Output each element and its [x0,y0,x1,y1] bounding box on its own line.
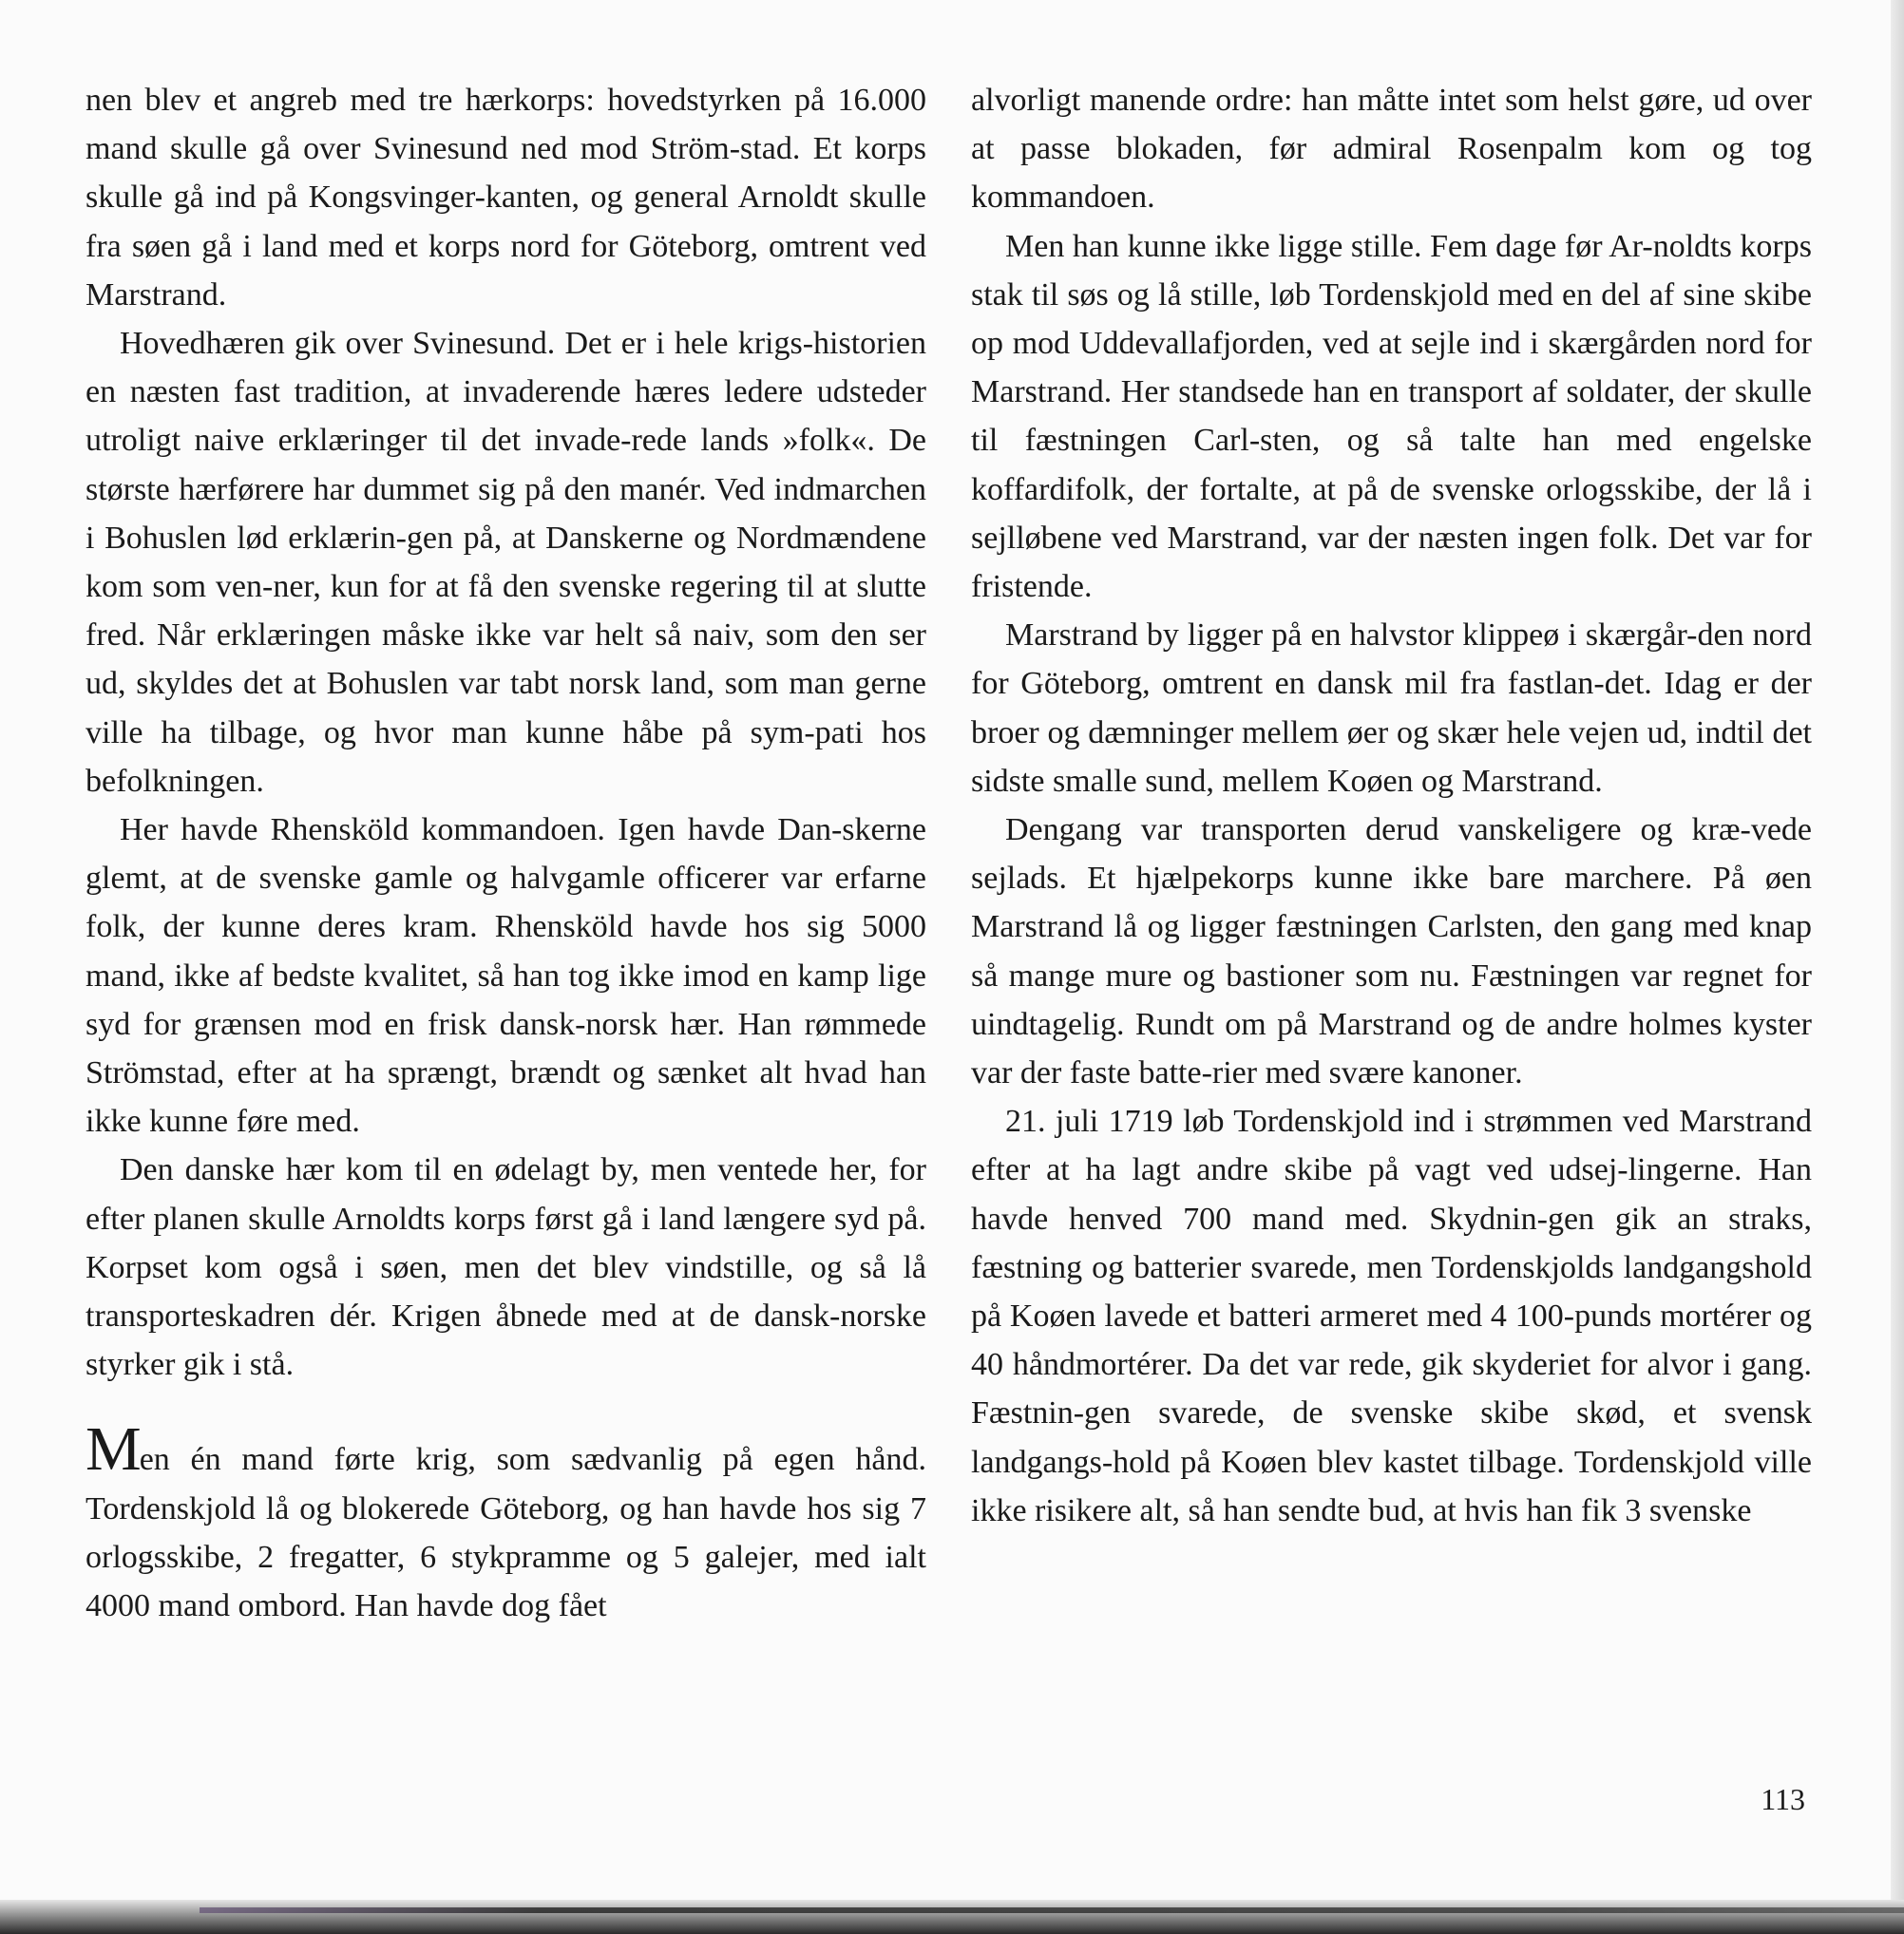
paragraph: Hovedhæren gik over Svinesund. Det er i hele krigs-historien en næsten fast tradition, at invaderende hæres ledere udsteder utroligt naive erklæringer til det invade-rede lands »folk«. De største hærførere har dummet sig på den manér. Ved indmarchen i Bohuslen lød erklærin-gen på, at Danskerne og Nordmændene kom som ven-ner, kun for at få den svenske regering til at slutte fred. Når erklæringen måske ikke var helt så naiv, som den ser ud, skyldes det at Bohuslen var tabt norsk land, som man gerne ville ha tilbage, og hvor man kunne håbe på sym-pati hos befolkningen. [86,326,926,799]
page-bottom-edge [0,1900,1904,1934]
page-number: 113 [1761,1782,1805,1816]
paragraph: 21. juli 1719 løb Tordenskjold ind i strømmen ved Marstrand efter at ha lagt andre skibe på vagt ved udsej-lingerne. Han havde henved 700 mand med. Skydnin-gen gik an straks, fæstning og batterier svarede, men Tordenskjolds landgangshold på Koøen lavede et batteri armeret med 4 100-punds mortérer og 40 håndmortérer. Da det var rede, gik skyderiet for alvor i gang. Fæstnin-gen svarede, de svenske skibe skød, et svensk landgangs-hold på Koøen blev kastet tilbage. Tordenskjold ville ikke risikere alt, så han sendte bud, at hvis han fik 3 svenske [971,1104,1812,1528]
page-edge [1891,0,1904,1934]
paragraph: alvorligt manende ordre: han måtte intet som helst gøre, ud over at passe blokaden, før admiral Rosenpalm kom og tog kommandoen. [971,83,1812,216]
drop-cap-letter: M [86,1414,140,1485]
right-text-column [971,76,1812,1535]
paragraph: Den danske hær kom til en ødelagt by, men ventede her, for efter planen skulle Arnoldts korps først gå i land længere syd på. Korpset kom også i søen, men det blev vindstille, og så lå transporteskadren dér. Krigen åbnede med at de dansk-norske styrker gik i stå. [86,1152,926,1383]
paragraph: Men han kunne ikke ligge stille. Fem dage før Ar-noldts korps stak til søs og lå stille, løb Tordenskjold med en del af sine skibe op mod Uddevallafjorden, ved at sejle ind i skærgården nord for Marstrand. Her standsede han en transport af soldater, der skulle til fæstningen Carl-sten, og så talte han med engelske koffardifolk, der fortalte, at på de svenske orlogsskibe, der lå i sejlløbene ved Marstrand, var der næsten ingen folk. Det var for fristende. [971,228,1812,605]
section-start-paragraph [86,1414,926,1630]
paragraph: nen blev et angreb med tre hærkorps: hovedstyrken på 16.000 mand skulle gå over Svinesund ned mod Ström-stad. Et korps skulle gå ind på Kongsvinger-kanten, og general Arnoldt skulle fra søen gå i land med et korps nord for Göteborg, omtrent ved Marstrand. [86,83,926,313]
page-stack-shadow [200,1907,1904,1913]
paragraph: Marstrand by ligger på en halvstor klippeø i skærgår-den nord for Göteborg, omtrent en dansk mil fra fastlan-det. Idag er der broer og dæmninger mellem øer og skær hele vejen ud, indtil det sidste smalle sund, mellem Koøen og Marstrand. [971,617,1812,799]
paragraph: Dengang var transporten derud vanskeligere og kræ-vede sejlads. Et hjælpekorps kunne ikke bare marchere. På øen Marstrand lå og ligger fæstningen Carlsten, den gang med knap så mange mure og bastioner som nu. Fæstningen var regnet for uindtagelig. Rundt om på Marstrand og de andre holmes kyster var der faste batte-rier med svære kanoner. [971,812,1812,1091]
left-text-column [86,76,926,1630]
paragraph: Her havde Rhensköld kommandoen. Igen havde Dan-skerne glemt, at de svenske gamle og halvgamle officerer var erfarne folk, der kunne deres kram. Rhensköld havde hos sig 5000 mand, ikke af bedste kvalitet, så han tog ikke imod en kamp lige syd for grænsen mod en frisk dansk-norsk hær. Han rømmede Strömstad, efter at ha sprængt, brændt og sænket alt hvad han ikke kunne føre med. [86,812,926,1140]
paragraph-text: en én mand førte krig, som sædvanlig på egen hånd. Tordenskjold lå og blokerede Göteborg, og han havde hos sig 7 orlogsskibe, 2 fregatter, 6 stykpramme og 5 galejer, med ialt 4000 mand ombord. Han havde dog fået [86,1442,926,1624]
